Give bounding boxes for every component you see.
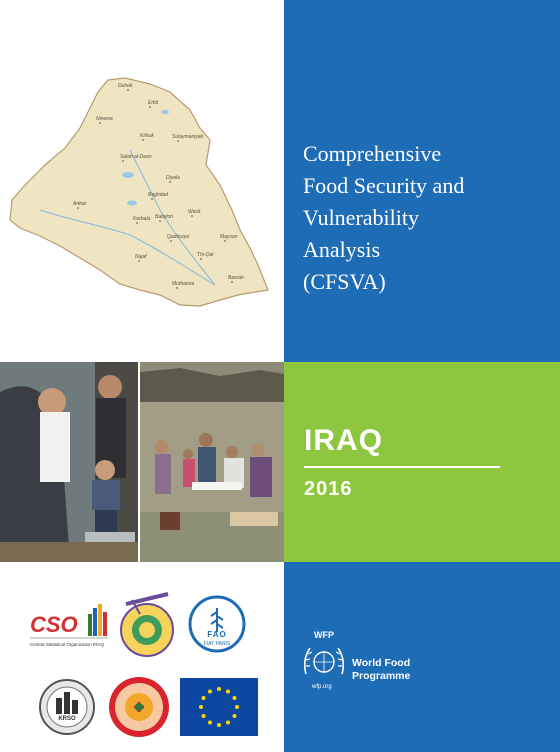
fao-wordmark: FAO	[207, 630, 227, 639]
city-label: Erbil	[148, 100, 159, 106]
city-label: Thi-Qar	[197, 252, 214, 258]
photo-household-survey-illustration	[140, 362, 284, 562]
lake-habbaniyah	[127, 201, 137, 206]
report-title-line-1: Comprehensive	[303, 141, 442, 166]
iraq-outline	[10, 78, 268, 306]
photo-child-weighing	[0, 362, 138, 562]
wfp-name-line-1: World Food	[352, 657, 411, 669]
fao-motto: FIAT PANIS	[203, 641, 231, 647]
city-label: Kirkuk	[140, 133, 154, 139]
report-title-line-3: Vulnerability	[303, 205, 419, 230]
photo-child-weighing-illustration	[0, 362, 138, 562]
wfp-emblem-icon	[300, 640, 348, 684]
country-divider	[304, 466, 500, 468]
city-label: Duhok	[118, 83, 133, 89]
city-label: Babylon	[155, 214, 174, 220]
fao-logo	[188, 594, 246, 654]
krso-logo	[38, 678, 96, 736]
ministry-health-logo	[106, 674, 172, 740]
city-label: Baghdad	[148, 192, 169, 198]
report-title-line-5: (CFSVA)	[303, 269, 386, 294]
eu-stars	[180, 678, 258, 736]
city-label: Qadissiya	[167, 234, 189, 240]
eu-flag	[180, 678, 258, 736]
partner-logos	[0, 562, 284, 752]
cso-wordmark: CSO	[30, 612, 78, 637]
krso-emblem	[38, 678, 96, 736]
city-label: Najaf	[135, 254, 147, 260]
photo-household-survey	[140, 362, 284, 562]
ministry-planning-logo	[118, 592, 176, 658]
iraq-map	[0, 0, 284, 362]
wfp-name-line-2: Programme	[352, 670, 411, 682]
map-panel	[0, 0, 284, 362]
city-label: Diyala	[166, 175, 180, 181]
city-label: Sulaymaniyah	[172, 134, 204, 140]
city-label: Anbar	[73, 201, 87, 207]
city-label: Basrah	[228, 275, 244, 281]
city-label: Muthanna	[172, 281, 195, 287]
ministry-planning-emblem	[118, 592, 176, 658]
cso-subtitle: Central Statistical Organization IRAQ	[30, 642, 105, 647]
city-label: Kerbala	[133, 216, 151, 222]
lake-tharthar	[122, 172, 134, 178]
report-title-line-4: Analysis	[303, 237, 380, 262]
country-panel	[284, 362, 560, 562]
cso-logo	[30, 598, 110, 658]
city-label: Wasit	[188, 209, 201, 215]
lake-dukan	[161, 110, 169, 114]
report-year: 2016	[304, 478, 353, 500]
country-name: IRAQ	[304, 424, 383, 457]
wfp-url: wfp.org	[312, 684, 332, 690]
wfp-logo	[300, 630, 360, 694]
photo-panel	[0, 362, 284, 562]
city-label: Maysan	[220, 234, 238, 240]
ministry-health-emblem	[106, 674, 172, 740]
city-label: Ninewa	[96, 116, 113, 122]
wfp-abbrev: WFP	[314, 630, 334, 640]
report-title-line-2: Food Security and	[303, 173, 465, 198]
city-label: Salah al-Deen	[120, 154, 152, 160]
wfp-name	[352, 657, 410, 683]
krso-wordmark: KRSO	[58, 716, 76, 722]
